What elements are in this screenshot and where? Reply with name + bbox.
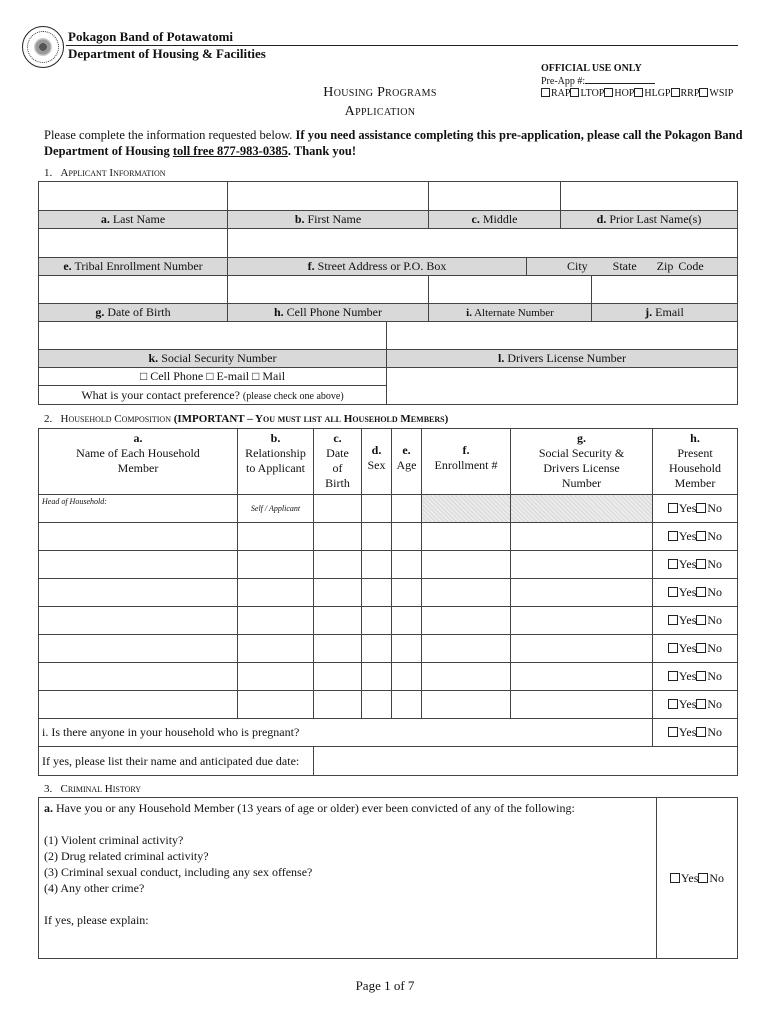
sex-cell[interactable]	[362, 663, 392, 691]
criminal-question: a. Have you or any Household Member (13 years of age or older) ever been convicted of any of the following:	[44, 801, 575, 815]
criminal-item: (1) Violent criminal activity?	[44, 833, 184, 847]
criminal-history-table	[38, 797, 738, 959]
drivers-license-input[interactable]	[387, 322, 738, 350]
no-checkbox[interactable]	[696, 531, 706, 541]
title-line-2: Application	[344, 104, 416, 119]
section-1-number: 1.	[44, 167, 53, 179]
intro-thanks: . Thank you!	[287, 144, 357, 158]
page-title	[290, 83, 470, 121]
prior-last-name-label: d. Prior Last Name(s)	[561, 211, 738, 229]
sex-cell[interactable]	[362, 607, 392, 635]
ssn-cell[interactable]	[511, 551, 653, 579]
no-checkbox[interactable]	[696, 503, 706, 513]
no-checkbox[interactable]	[696, 559, 706, 569]
section-2-title: Household Composition	[60, 413, 174, 425]
sex-cell[interactable]	[362, 691, 392, 719]
dob-cell[interactable]	[314, 495, 362, 523]
dob-cell[interactable]	[314, 607, 362, 635]
program-label-rap: RAP	[551, 88, 571, 99]
city-state-zip-label: City State Zip Code	[527, 258, 738, 276]
preapp-label: Pre-App #:	[541, 76, 586, 87]
section-1-heading	[44, 167, 166, 179]
explain-label: If yes, please explain:	[44, 913, 149, 927]
ssn-label: k. Social Security Number	[39, 350, 387, 368]
intro-text: Please complete the information requested below.	[44, 128, 296, 142]
col-relationship-header: b. Relationship to Applicant	[238, 429, 314, 495]
sex-cell[interactable]	[362, 551, 392, 579]
no-checkbox[interactable]	[696, 727, 706, 737]
no-checkbox[interactable]	[698, 873, 708, 883]
dob-cell[interactable]	[314, 635, 362, 663]
preapp-field[interactable]	[585, 75, 655, 84]
dob-label: g. Date of Birth	[39, 304, 228, 322]
yes-checkbox[interactable]	[668, 587, 678, 597]
dob-cell[interactable]	[314, 551, 362, 579]
intro-phone: toll free 877-983-0385	[172, 144, 288, 158]
contact-preference-question: What is your contact preference? (please check one above)	[39, 386, 387, 405]
ssn-input[interactable]	[39, 322, 387, 350]
criminal-item: (4) Any other crime?	[44, 881, 145, 895]
section-1-title: Applicant Information	[60, 167, 166, 179]
sex-cell[interactable]	[362, 523, 392, 551]
present-yes-no[interactable]: Yes No	[653, 579, 738, 607]
section-2-heading	[44, 413, 448, 425]
tribal-enrollment-label: e. Tribal Enrollment Number	[39, 258, 228, 276]
dob-cell[interactable]	[314, 691, 362, 719]
middle-input[interactable]	[429, 182, 561, 211]
age-cell[interactable]	[392, 551, 422, 579]
ssn-cell[interactable]	[511, 663, 653, 691]
name-cell[interactable]	[39, 523, 238, 551]
first-name-input[interactable]	[228, 182, 429, 211]
program-label-wsip: WSIP	[709, 88, 734, 99]
name-cell[interactable]	[39, 607, 238, 635]
self-applicant-label: Self / Applicant	[238, 495, 314, 523]
alternate-number-input[interactable]	[429, 276, 592, 304]
middle-label: c. Middle	[429, 211, 561, 229]
address-input[interactable]	[228, 229, 738, 258]
yes-checkbox[interactable]	[670, 873, 680, 883]
enrollment-cell[interactable]	[422, 523, 511, 551]
section-2-important: (IMPORTANT – You must list all Household Members)	[173, 413, 449, 425]
dob-input[interactable]	[39, 276, 228, 304]
age-cell[interactable]	[392, 495, 422, 523]
table-row	[39, 691, 738, 719]
table-row	[39, 579, 738, 607]
due-date-input[interactable]	[314, 747, 738, 776]
official-use-heading: OFFICIAL USE ONLY	[541, 63, 642, 74]
sex-cell[interactable]	[362, 635, 392, 663]
program-checkbox-wsip[interactable]	[699, 88, 708, 97]
col-age-header: e. Age	[392, 429, 422, 495]
email-input[interactable]	[592, 276, 738, 304]
present-yes-no[interactable]: Yes No	[653, 691, 738, 719]
col-present-header: h. Present Household Member	[653, 429, 738, 495]
first-name-label: b. First Name	[228, 211, 429, 229]
col-sex-header: d. Sex	[362, 429, 392, 495]
table-row	[39, 635, 738, 663]
org-line-2: Department of Housing & Facilities	[68, 46, 266, 61]
relationship-cell[interactable]	[238, 635, 314, 663]
col-dob-header: c. Date of Birth	[314, 429, 362, 495]
criminal-item: (2) Drug related criminal activity?	[44, 849, 209, 863]
enrollment-cell[interactable]	[422, 579, 511, 607]
sex-cell[interactable]	[362, 579, 392, 607]
alternate-number-label: i. Alternate Number	[429, 304, 592, 322]
present-yes-no[interactable]: Yes No	[653, 635, 738, 663]
last-name-label: a. Last Name	[39, 211, 228, 229]
section-3-number: 3.	[44, 783, 53, 795]
relationship-cell[interactable]	[238, 691, 314, 719]
name-cell[interactable]	[39, 551, 238, 579]
relationship-cell[interactable]	[238, 663, 314, 691]
criminal-question-cell	[39, 798, 657, 959]
age-cell[interactable]	[392, 663, 422, 691]
program-label-hop: HOP	[614, 88, 635, 99]
official-use-box	[541, 63, 733, 100]
contact-blank	[387, 368, 738, 405]
intro-bold: If you need assistance completing this pre-application, please call the Pokagon Band Department of Housing	[44, 128, 743, 158]
no-checkbox[interactable]	[696, 615, 706, 625]
relationship-cell[interactable]	[238, 607, 314, 635]
yes-checkbox[interactable]	[668, 671, 678, 681]
age-cell[interactable]	[392, 691, 422, 719]
pregnant-question: i. Is there anyone in your household who is pregnant?	[39, 719, 653, 747]
present-yes-no[interactable]: Yes No	[653, 663, 738, 691]
dob-cell[interactable]	[314, 579, 362, 607]
col-name-header: a. Name of Each Household Member	[39, 429, 238, 495]
street-label: f. Street Address or P.O. Box	[228, 258, 527, 276]
org-line-1: Pokagon Band of Potawatomi	[68, 29, 234, 44]
table-row	[39, 551, 738, 579]
enrollment-cell[interactable]	[422, 691, 511, 719]
no-checkbox[interactable]	[696, 643, 706, 653]
yes-checkbox[interactable]	[668, 559, 678, 569]
ssn-cell[interactable]	[511, 607, 653, 635]
name-cell[interactable]	[39, 663, 238, 691]
household-table	[38, 428, 738, 776]
present-yes-no[interactable]: Yes No	[653, 495, 738, 523]
cell-phone-input[interactable]	[228, 276, 429, 304]
table-row	[39, 663, 738, 691]
ssn-cell[interactable]	[511, 523, 653, 551]
email-label: j. Email	[592, 304, 738, 322]
tribal-seal-logo	[22, 26, 64, 68]
prior-last-name-input[interactable]	[561, 182, 738, 211]
age-cell[interactable]	[392, 579, 422, 607]
pregnant-yes-no[interactable]: Yes No	[653, 719, 738, 747]
col-enrollment-header: f. Enrollment #	[422, 429, 511, 495]
age-cell[interactable]	[392, 523, 422, 551]
enrollment-cell-shaded	[422, 495, 511, 523]
no-checkbox[interactable]	[696, 587, 706, 597]
sex-cell[interactable]	[362, 495, 392, 523]
program-label-rrp: RRP	[680, 88, 700, 99]
intro-paragraph	[44, 127, 744, 159]
ssn-cell[interactable]	[511, 635, 653, 663]
enrollment-cell[interactable]	[422, 663, 511, 691]
yes-checkbox[interactable]	[668, 699, 678, 709]
section-3-title: Criminal History	[60, 783, 142, 795]
yes-checkbox[interactable]	[668, 503, 678, 513]
table-row	[39, 495, 738, 523]
program-checkbox-ltop[interactable]	[570, 88, 579, 97]
program-label-hlgp: HLGP	[644, 88, 671, 99]
head-of-household-label[interactable]: Head of Household:	[39, 495, 238, 523]
dob-cell[interactable]	[314, 663, 362, 691]
applicant-info-table	[38, 181, 738, 405]
due-date-question: If yes, please list their name and anticipated due date:	[39, 747, 314, 776]
relationship-cell[interactable]	[238, 551, 314, 579]
no-checkbox[interactable]	[696, 671, 706, 681]
name-cell[interactable]	[39, 691, 238, 719]
no-checkbox[interactable]	[696, 699, 706, 709]
program-checkbox-hop[interactable]	[604, 88, 613, 97]
relationship-cell[interactable]	[238, 523, 314, 551]
program-checkbox-rap[interactable]	[541, 88, 550, 97]
section-3-heading	[44, 783, 141, 795]
present-yes-no[interactable]: Yes No	[653, 523, 738, 551]
criminal-yes-no[interactable]: Yes No	[657, 798, 738, 959]
name-cell[interactable]	[39, 579, 238, 607]
present-yes-no[interactable]: Yes No	[653, 551, 738, 579]
program-checkbox-hlgp[interactable]	[634, 88, 643, 97]
enrollment-cell[interactable]	[422, 635, 511, 663]
yes-checkbox[interactable]	[668, 615, 678, 625]
contact-preference-options[interactable]: □ Cell Phone □ E-mail □ Mail	[39, 368, 387, 386]
table-row	[39, 523, 738, 551]
col-ssn-dl-header: g. Social Security & Drivers License Number	[511, 429, 653, 495]
name-cell[interactable]	[39, 635, 238, 663]
ssn-cell[interactable]	[511, 579, 653, 607]
program-label-ltop: LTOP	[580, 88, 605, 99]
page-number: Page 1 of 7	[355, 978, 415, 993]
dob-cell[interactable]	[314, 523, 362, 551]
yes-checkbox[interactable]	[668, 727, 678, 737]
preapp-line	[541, 75, 733, 88]
drivers-license-label: l. Drivers License Number	[387, 350, 738, 368]
cell-phone-label: h. Cell Phone Number	[228, 304, 429, 322]
yes-checkbox[interactable]	[668, 643, 678, 653]
yes-checkbox[interactable]	[668, 531, 678, 541]
title-line-1: Housing Programs	[323, 85, 437, 100]
table-row	[39, 607, 738, 635]
tribal-enrollment-input[interactable]	[39, 229, 228, 258]
age-cell[interactable]	[392, 635, 422, 663]
enrollment-cell[interactable]	[422, 551, 511, 579]
last-name-input[interactable]	[39, 182, 228, 211]
relationship-cell[interactable]	[238, 579, 314, 607]
enrollment-cell[interactable]	[422, 607, 511, 635]
program-checkboxes	[541, 88, 733, 100]
criminal-item: (3) Criminal sexual conduct, including any sex offense?	[44, 865, 313, 879]
ssn-cell[interactable]	[511, 691, 653, 719]
age-cell[interactable]	[392, 607, 422, 635]
program-checkbox-rrp[interactable]	[671, 88, 680, 97]
section-2-number: 2.	[44, 413, 53, 425]
header-rule	[66, 45, 738, 46]
ssn-cell-shaded	[511, 495, 653, 523]
present-yes-no[interactable]: Yes No	[653, 607, 738, 635]
